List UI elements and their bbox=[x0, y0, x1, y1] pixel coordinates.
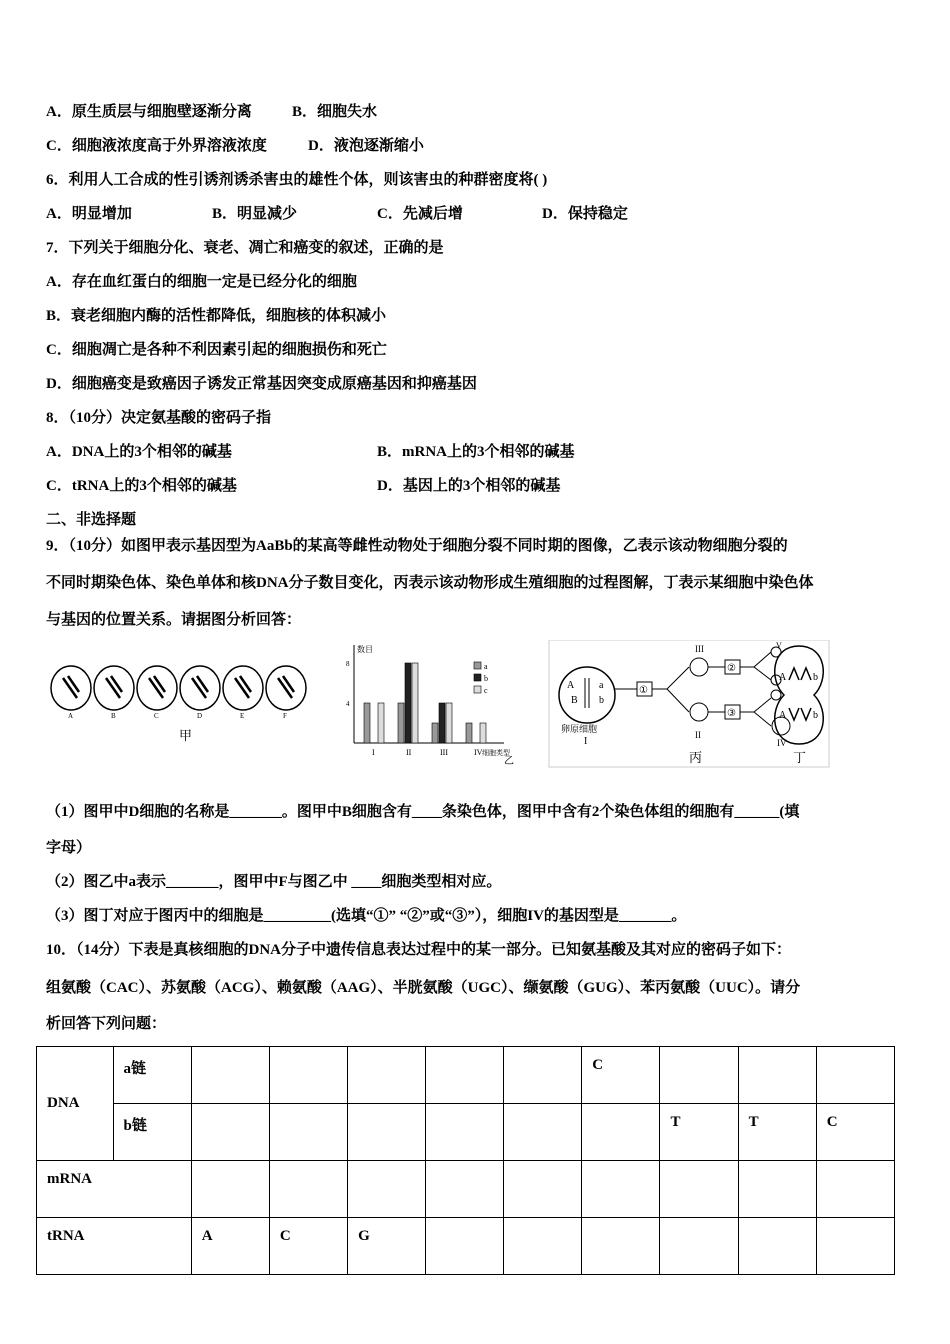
figure-ding-caption: 丁 bbox=[793, 750, 807, 765]
roman-label: II bbox=[695, 730, 701, 740]
table-cell[interactable] bbox=[738, 1047, 816, 1104]
legend-label: a bbox=[484, 662, 488, 671]
step-label: ③ bbox=[727, 708, 736, 719]
bar-b-III bbox=[439, 703, 445, 743]
roman-label: III bbox=[695, 644, 704, 654]
table-cell[interactable] bbox=[504, 1218, 582, 1275]
q9-sub1-line2: 字母） bbox=[46, 840, 92, 856]
roman-label: I bbox=[584, 736, 588, 747]
table-row-b-chain bbox=[37, 1104, 895, 1161]
table-cell[interactable] bbox=[191, 1161, 269, 1218]
trna-label: tRNA bbox=[37, 1218, 192, 1275]
legend-label: c bbox=[484, 686, 488, 695]
table-cell[interactable] bbox=[738, 1161, 816, 1218]
gene-label: B bbox=[571, 695, 578, 706]
figure-jia-caption: 甲 bbox=[179, 728, 193, 743]
table-cell[interactable] bbox=[191, 1104, 269, 1161]
mrna-label: mRNA bbox=[37, 1161, 192, 1218]
cell-label: A bbox=[68, 712, 74, 720]
section-heading: 二、非选择题 bbox=[46, 512, 137, 528]
roman-label: V bbox=[776, 641, 782, 650]
table-cell[interactable]: T bbox=[738, 1104, 816, 1161]
q9-stem-line3: 与基因的位置关系。请据图分析回答： bbox=[46, 612, 302, 628]
x-tick-label: I bbox=[372, 748, 375, 757]
chromosome-mark bbox=[106, 676, 122, 698]
q10-stem-line1: 10．（14分）下表是真核细胞的DNA分子中遗传信息表达过程中的某一部分。已知氨基酸及其对应的密码子如下： bbox=[46, 942, 792, 958]
table-cell[interactable] bbox=[426, 1047, 504, 1104]
y-tick-label: 4 bbox=[346, 700, 350, 708]
table-cell[interactable] bbox=[660, 1218, 738, 1275]
y-tick-label: 8 bbox=[346, 660, 350, 668]
table-cell[interactable] bbox=[426, 1104, 504, 1161]
chromosome-mark bbox=[235, 676, 251, 698]
table-cell[interactable] bbox=[504, 1047, 582, 1104]
chromosome-mark bbox=[63, 676, 79, 698]
x-tick-label: IV bbox=[474, 748, 483, 757]
y-axis-label: 数目 bbox=[357, 645, 373, 654]
figure-yi-chart bbox=[346, 644, 514, 767]
gene-label: b bbox=[599, 695, 604, 706]
q8-option-c: C．tRNA上的3个相邻的碱基 bbox=[46, 478, 237, 494]
legend-swatch bbox=[474, 662, 481, 669]
table-cell[interactable] bbox=[738, 1218, 816, 1275]
q8-option-b: B．mRNA上的3个相邻的碱基 bbox=[377, 444, 575, 460]
table-cell[interactable] bbox=[660, 1161, 738, 1218]
x-tick-label: II bbox=[406, 748, 412, 757]
b-chain-label: b链 bbox=[113, 1104, 191, 1161]
step-label: ② bbox=[727, 663, 736, 674]
figure-bing-caption: 丙 bbox=[689, 750, 703, 765]
q5-option-a: A．原生质层与细胞壁逐渐分离 bbox=[46, 104, 252, 120]
table-cell[interactable] bbox=[816, 1218, 894, 1275]
table-cell[interactable] bbox=[426, 1218, 504, 1275]
q6-option-c: C．先减后增 bbox=[377, 206, 463, 222]
q6-stem: 6．利用人工合成的性引诱剂诱杀害虫的雄性个体，则该害虫的种群密度将( ) bbox=[46, 172, 548, 188]
table-cell[interactable] bbox=[504, 1161, 582, 1218]
bar-c-III bbox=[446, 703, 452, 743]
q9-sub3: （3）图丁对应于图丙中的细胞是_________(选填“①” “②”或“③”），细胞IV的基因型是_______。 bbox=[46, 908, 687, 924]
gene-label: A bbox=[567, 680, 575, 691]
table-cell[interactable] bbox=[426, 1161, 504, 1218]
dna-label: DNA bbox=[37, 1047, 114, 1161]
q7-stem: 7．下列关于细胞分化、衰老、凋亡和癌变的叙述，正确的是 bbox=[46, 240, 444, 256]
table-cell[interactable] bbox=[269, 1047, 347, 1104]
table-row-a-chain bbox=[37, 1047, 895, 1104]
table-cell[interactable] bbox=[660, 1047, 738, 1104]
q9-sub2: （2）图乙中a表示_______，图甲中F与图乙中 ____细胞类型相对应。 bbox=[46, 874, 502, 890]
cell-label: B bbox=[111, 712, 116, 720]
gene-label: A bbox=[779, 710, 787, 721]
table-cell[interactable] bbox=[582, 1218, 660, 1275]
q7-option-d: D．细胞癌变是致癌因子诱发正常基因突变成原癌基因和抑癌基因 bbox=[46, 376, 477, 392]
table-cell[interactable] bbox=[504, 1104, 582, 1161]
cell-label: D bbox=[197, 712, 203, 720]
table-cell[interactable]: A bbox=[191, 1218, 269, 1275]
legend-swatch bbox=[474, 674, 481, 681]
bar-a-III bbox=[432, 723, 438, 743]
q10-stem-line2: 组氨酸（CAC）、苏氨酸（ACG）、赖氨酸（AAG）、半胱氨酸（UGC）、缬氨酸（GUG）、苯丙氨酸（UUC）。请分 bbox=[46, 980, 801, 996]
q7-option-a: A．存在血红蛋白的细胞一定是已经分化的细胞 bbox=[46, 274, 357, 290]
table-cell[interactable]: C bbox=[816, 1104, 894, 1161]
q5-option-c: C．细胞液浓度高于外界溶液浓度 bbox=[46, 138, 267, 154]
q6-option-d: D．保持稳定 bbox=[542, 206, 628, 222]
q10-stem-line3: 析回答下列问题： bbox=[46, 1016, 167, 1032]
figure-jia bbox=[51, 666, 306, 743]
table-cell[interactable]: G bbox=[348, 1218, 426, 1275]
dna-expression-table bbox=[36, 1046, 895, 1275]
table-cell[interactable] bbox=[269, 1104, 347, 1161]
gene-label: b bbox=[813, 710, 818, 721]
table-cell[interactable] bbox=[269, 1161, 347, 1218]
gene-label: b bbox=[813, 672, 818, 683]
q5-option-b: B．细胞失水 bbox=[292, 104, 378, 120]
table-row-trna bbox=[37, 1218, 895, 1275]
chromosome-mark bbox=[278, 676, 294, 698]
q8-option-a: A．DNA上的3个相邻的碱基 bbox=[46, 444, 232, 460]
table-cell[interactable] bbox=[348, 1161, 426, 1218]
q6-option-b: B．明显减少 bbox=[212, 206, 298, 222]
bar-a-II bbox=[398, 703, 404, 743]
q9-stem-line1: 9．（10分）如图甲表示基因型为AaBb的某高等雌性动物处于细胞分裂不同时期的图像，乙表示该动物细胞分裂的 bbox=[46, 538, 788, 554]
roman-label: IV bbox=[777, 738, 787, 748]
x-axis-label: 细胞类型 bbox=[482, 749, 510, 757]
bar-c-II bbox=[412, 663, 418, 743]
x-tick-label: III bbox=[440, 748, 448, 757]
chromosome-mark bbox=[149, 676, 165, 698]
q7-option-c: C．细胞凋亡是各种不利因素引起的细胞损伤和死亡 bbox=[46, 342, 387, 358]
table-cell[interactable] bbox=[816, 1161, 894, 1218]
q8-stem: 8．（10分）决定氨基酸的密码子指 bbox=[46, 410, 272, 426]
oogonium-cell bbox=[559, 667, 615, 723]
table-cell[interactable]: C bbox=[269, 1218, 347, 1275]
gene-label: a bbox=[599, 680, 604, 691]
cell-label: F bbox=[283, 712, 287, 720]
figure-yi-caption: 乙 bbox=[504, 756, 514, 767]
cell-label: E bbox=[240, 712, 245, 720]
table-cell[interactable] bbox=[582, 1104, 660, 1161]
q9-sub1-line1: （1）图甲中D细胞的名称是_______。图甲中B细胞含有____条染色体，图甲中含有2个染色体组的细胞有______(填 bbox=[46, 804, 800, 820]
legend-swatch bbox=[474, 686, 481, 693]
figure-bing bbox=[549, 640, 829, 767]
q9-stem-line2: 不同时期染色体、染色单体和核DNA分子数目变化，丙表示该动物形成生殖细胞的过程图解，丁表示某细胞中染色体 bbox=[46, 575, 814, 591]
table-cell[interactable] bbox=[348, 1104, 426, 1161]
legend-label: b bbox=[484, 674, 488, 683]
bar-a-I bbox=[364, 703, 370, 743]
step-label: ① bbox=[639, 685, 648, 696]
table-cell[interactable] bbox=[816, 1047, 894, 1104]
bar-a-IV bbox=[466, 723, 472, 743]
table-cell[interactable]: T bbox=[660, 1104, 738, 1161]
a-chain-label: a链 bbox=[113, 1047, 191, 1104]
oogonium-label: 卵原细胞 bbox=[561, 724, 598, 734]
q7-option-b: B．衰老细胞内酶的活性都降低，细胞核的体积减小 bbox=[46, 308, 387, 324]
q5-option-d: D．液泡逐渐缩小 bbox=[308, 138, 424, 154]
q9-figure bbox=[44, 640, 834, 770]
bar-b-II bbox=[405, 663, 411, 743]
chromosome-mark bbox=[192, 676, 208, 698]
q8-option-d: D．基因上的3个相邻的碱基 bbox=[377, 478, 561, 494]
bar-c-IV bbox=[480, 723, 486, 743]
table-cell[interactable] bbox=[582, 1161, 660, 1218]
table-cell[interactable]: C bbox=[582, 1047, 660, 1104]
cell-label: C bbox=[154, 712, 159, 720]
bar-c-I bbox=[378, 703, 384, 743]
q6-option-a: A．明显增加 bbox=[46, 206, 132, 222]
table-cell[interactable] bbox=[191, 1047, 269, 1104]
gene-label: A bbox=[779, 672, 787, 683]
table-row-mrna bbox=[37, 1161, 895, 1218]
table-cell[interactable] bbox=[348, 1047, 426, 1104]
